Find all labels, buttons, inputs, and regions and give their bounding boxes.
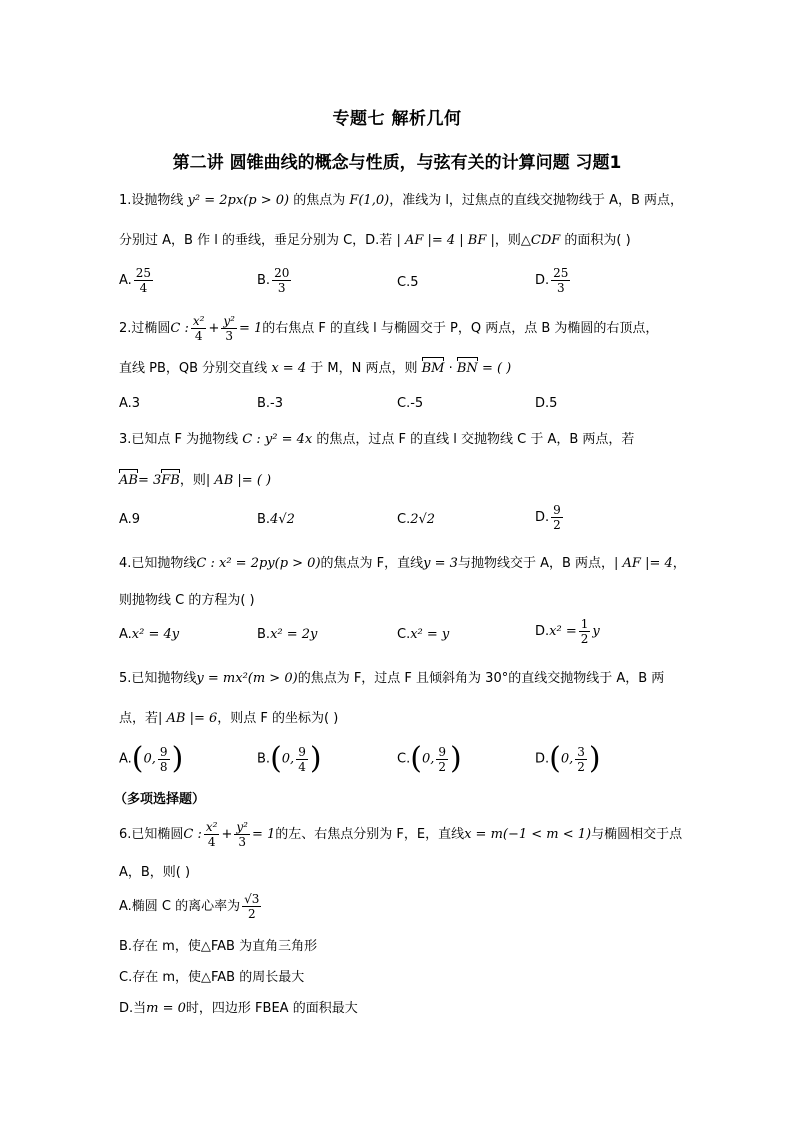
page-title: 专题七 解析几何 xyxy=(332,109,462,129)
page-subtitle: 第二讲 圆锥曲线的概念与性质，与弦有关的计算问题 习题1 xyxy=(172,153,622,173)
question-2-line-2: 直线 PB，QB 分别交直线 x = 4 于 M，N 两点，则 BM · BN = ( ) xyxy=(119,358,679,380)
q1-option-c[interactable]: C.5 xyxy=(397,275,419,290)
q4-option-c[interactable]: C.x² = y xyxy=(397,627,450,642)
question-2-line-1: 2.过椭圆C : $\frac{\text{x²}}{4}$ + $\frac{\text{y²}}{3}$ = 1的右焦点 F 的直线 l 与椭圆交于 P，Q 两点，点 B 为椭圆的右顶点， xyxy=(119,314,659,343)
fraction: $\frac{20}{3}$ xyxy=(274,266,290,295)
vector-bm: BM xyxy=(422,358,445,380)
fraction: $\frac{25}{4}$ xyxy=(135,266,152,295)
q2-option-b[interactable]: B.-3 xyxy=(257,396,284,411)
fraction: $\frac{9}{2}$ xyxy=(438,744,446,774)
vector-bn: BN xyxy=(457,358,478,380)
q3-option-c[interactable]: C.2√2 xyxy=(397,512,436,527)
q5-option-b[interactable]: B.(0, $\frac{9}{4}$ ) xyxy=(257,741,322,776)
fraction: $\frac{9}{8}$ xyxy=(159,744,168,774)
q5-option-c[interactable]: C.(0, $\frac{9}{2}$ ) xyxy=(397,741,462,776)
fraction: $\frac{√3}{2}$ xyxy=(244,892,260,921)
question-5-line-1: 5.已知抛物线y = mx²(m > 0)的焦点为 F，过点 F 且倾斜角为 30°的直线交抛物线于 A，B 两 xyxy=(119,671,665,686)
q2-option-a[interactable]: A.3 xyxy=(119,396,141,411)
question-3-line-1: 3.已知点 F 为抛物线 C : y² = 4x 的焦点，过点 F 的直线 l 交抛物线 C 于 A，B 两点，若 xyxy=(119,432,635,447)
vector-fb: FB xyxy=(161,470,180,492)
question-4-line-2: 则抛物线 C 的方程为( ) xyxy=(119,593,255,608)
question-1-line-2: 分别过 A，B 作 l 的垂线，垂足分别为 C，D.若 | AF |= 4 | BF |，则△CDF 的面积为( ) xyxy=(119,233,631,248)
q4-option-a[interactable]: A.x² = 4y xyxy=(119,627,180,642)
q3-option-a[interactable]: A.9 xyxy=(119,512,141,527)
question-6-line-2: A，B，则( ) xyxy=(119,865,191,880)
q2-option-d[interactable]: D.5 xyxy=(535,396,558,411)
question-6-line-1: 6.已知椭圆C : $\frac{\text{x²}}{4}$ + $\frac{\text{y²}}{3}$ = 1的左、右焦点分别为 F，E，直线x = m(−1 < m < 1)与椭圆相交于点 xyxy=(119,820,683,849)
q4-option-d[interactable]: D.x² = $\frac{1}{2}$ y xyxy=(535,617,600,646)
q5-option-d[interactable]: D.(0, $\frac{3}{2}$ ) xyxy=(535,741,601,776)
q6-option-b[interactable]: B.存在 m，使△FAB 为直角三角形 xyxy=(119,939,318,954)
question-3-line-2: AB= 3FB，则| AB |= ( ) xyxy=(119,470,679,492)
fraction: $\frac{\text{y²}}{3}$ xyxy=(236,820,248,849)
fraction: $\frac{\text{y²}}{3}$ xyxy=(223,314,235,343)
q6-option-d[interactable]: D.当m = 0时，四边形 FBEA 的面积最大 xyxy=(119,1001,358,1016)
question-5-line-2: 点，若| AB |= 6，则点 F 的坐标为( ) xyxy=(119,711,339,726)
q5-option-a[interactable]: A.(0, $\frac{9}{8}$ ) xyxy=(119,741,184,776)
section-label-multi-choice: （多项选择题） xyxy=(114,792,206,807)
question-4-line-1: 4.已知抛物线C : x² = 2py(p > 0)的焦点为 F，直线y = 3与抛物线交于 A，B 两点，| AF |= 4， xyxy=(119,556,686,571)
fraction: $\frac{9}{4}$ xyxy=(298,744,306,774)
fraction: $\frac{25}{3}$ xyxy=(553,266,569,295)
q3-option-b[interactable]: B.4√2 xyxy=(257,512,295,527)
fraction: $\frac{\text{x²}}{4}$ xyxy=(192,314,205,343)
q1-option-b[interactable]: B. $\frac{20}{3}$ xyxy=(257,266,290,295)
fraction: $\frac{1}{2}$ xyxy=(580,617,589,646)
fraction: $\frac{\text{x²}}{4}$ xyxy=(205,820,218,849)
vector-ab: AB xyxy=(119,470,138,492)
q2-option-c[interactable]: C.-5 xyxy=(397,396,424,411)
fraction: $\frac{3}{2}$ xyxy=(577,744,585,774)
q4-option-b[interactable]: B.x² = 2y xyxy=(257,627,318,642)
q1-option-a[interactable]: A. $\frac{25}{4}$ xyxy=(119,266,152,295)
q6-option-a[interactable]: A.椭圆 C 的离心率为 $\frac{√3}{2}$ xyxy=(119,892,260,921)
q1-option-d[interactable]: D. $\frac{25}{3}$ xyxy=(535,266,569,295)
q6-option-c[interactable]: C.存在 m，使△FAB 的周长最大 xyxy=(119,970,305,985)
q3-option-d[interactable]: D. $\frac{9}{2}$ xyxy=(535,503,561,532)
question-1-line-1: 1.设抛物线 y² = 2px(p > 0) 的焦点为 F(1,0)，准线为 l，过焦点的直线交抛物线于 A，B 两点， xyxy=(119,193,684,208)
fraction: $\frac{9}{2}$ xyxy=(553,503,561,532)
